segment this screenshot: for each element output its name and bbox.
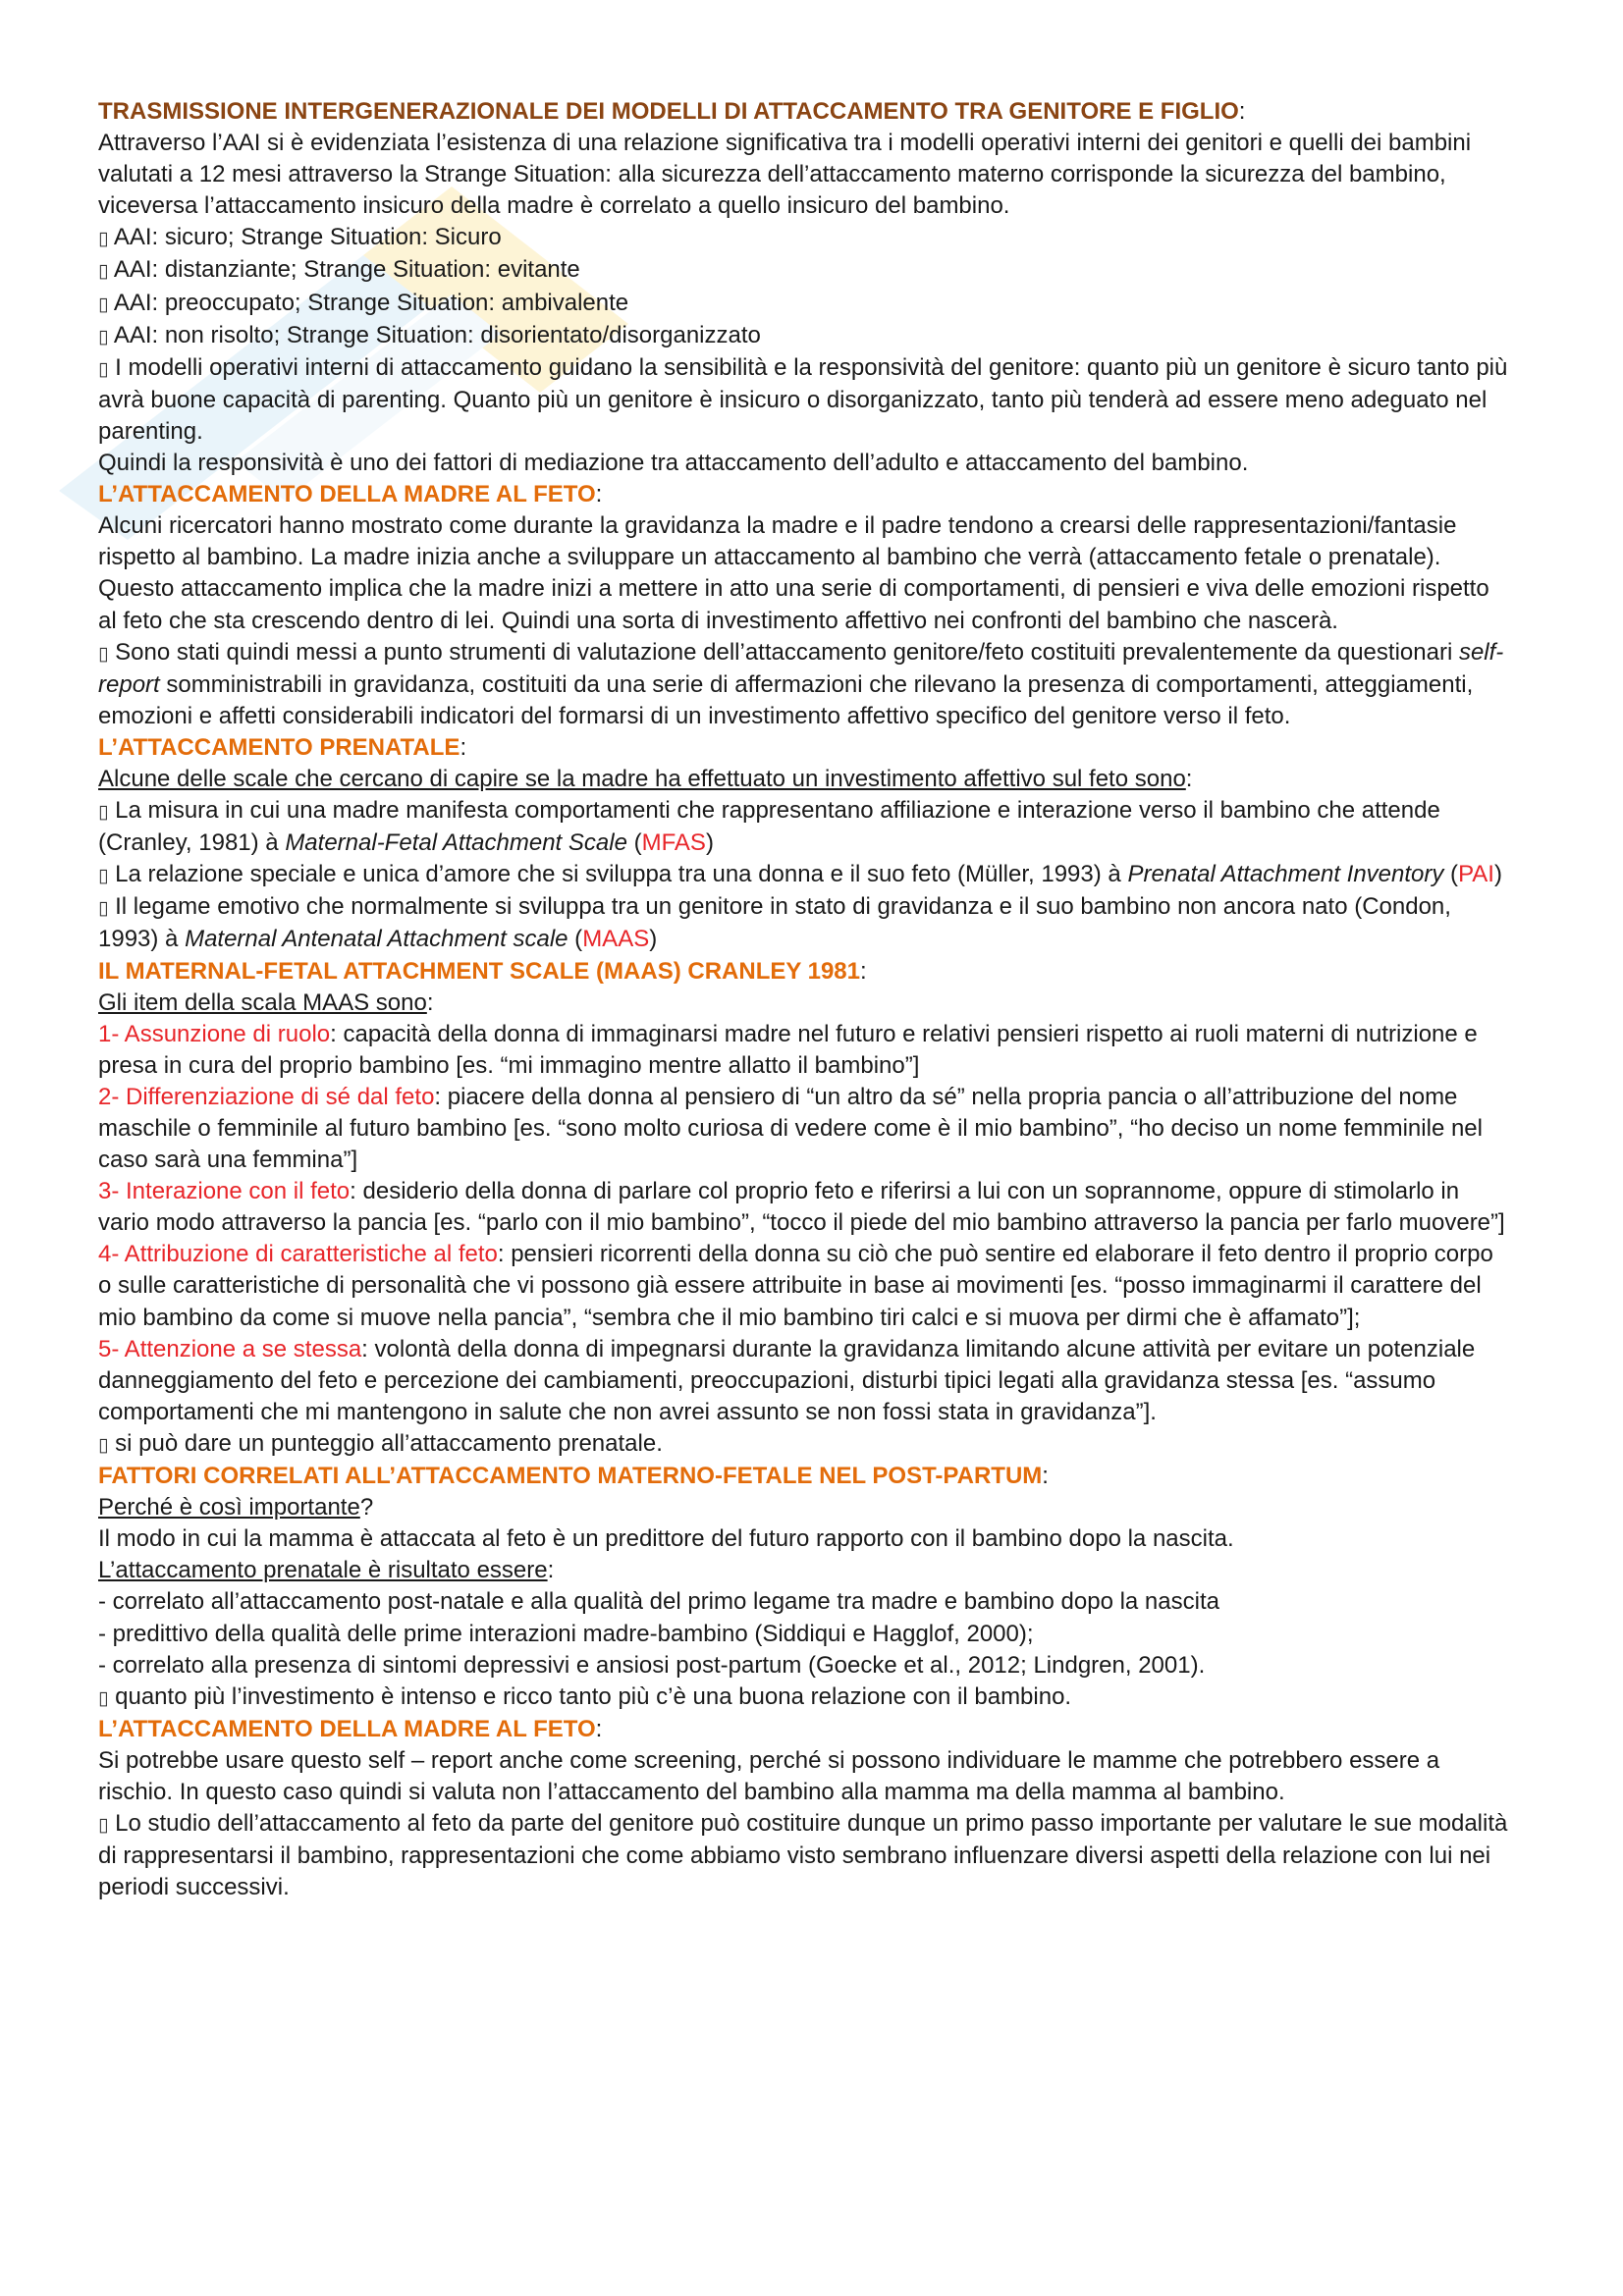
section-heading: L’ATTACCAMENTO PRENATALE: — [98, 733, 467, 761]
list-item: - correlato alla presenza di sintomi depressivi e ansiosi post-partum (Goecke et al., 2012; Lindgren, 2001). — [98, 1651, 1206, 1679]
section-heading: IL MATERNAL-FETAL ATTACHMENT SCALE (MAAS) CRANLEY 1981: — [98, 957, 867, 985]
list-item: 4- Attribuzione di caratteristiche al feto: pensieri ricorrenti della donna su ciò che può sentire ed elaborare il feto dentro il proprio corpo o sulle caratteristiche di personalità che vi possono già essere attribuite in base ai movimenti [es. “posso immaginarmi il carattere del mio bambino da come si muove nella pancia”, “sembra che il mio bambino tiri calci e si muova per dirmi che è affamato”]; — [98, 1241, 1493, 1331]
paragraph: Si potrebbe usare questo self – report anche come screening, perché si possono individuare le mamme che potrebbero essere a rischio. In questo caso quindi si valuta non l’attaccamento del bambino alla mamma ma della mamma al bambino. — [98, 1746, 1440, 1805]
list-item: ▯ AAI: non risolto; Strange Situation: disorientato/disorganizzato — [98, 321, 761, 348]
paragraph: Alcuni ricercatori hanno mostrato come durante la gravidanza la madre e il padre tendono a crearsi delle rappresentazioni/fantasie rispetto al bambino. La madre inizia anche a sviluppare un attaccamento al bambino che verrà (attaccamento fetale o prenatale). — [98, 512, 1457, 571]
bullet-icon: ▯ — [98, 357, 109, 380]
paragraph: Questo attaccamento implica che la madre inizi a mettere in atto una serie di comportamenti, di pensieri e viva delle emozioni rispetto al feto che sta crescendo dentro di lei. Quindi una sorta di investimento affettivo nei confronti del bambino che nascerà. — [98, 575, 1489, 634]
list-item: 3- Interazione con il feto: desiderio della donna di parlare col proprio feto e riferirsi a lui con un soprannome, oppure di stimolarlo in vario modo attraverso la pancia [es. “parlo con il mio bambino”, “tocco il piede del mio bambino attraverso la pancia per farlo muovere”] — [98, 1178, 1505, 1237]
list-item: ▯ La misura in cui una madre manifesta comportamenti che rappresentano affiliazione e interazione verso il bambino che attende (Cranley, 1981) à Maternal-Fetal Attachment Scale (MFAS) — [98, 797, 1440, 857]
list-item: 1- Assunzione di ruolo: capacità della donna di immaginarsi madre nel futuro e relativi pensieri rispetto ai ruoli materni di nutrizione e presa in cura del proprio bambino [es. “mi immagino mentre allatto il bambino”] — [98, 1020, 1478, 1079]
list-item: ▯ AAI: distanziante; Strange Situation: evitante — [98, 256, 580, 284]
section-heading: FATTORI CORRELATI ALL’ATTACCAMENTO MATERNO-FETALE NEL POST-PARTUM: — [98, 1463, 1049, 1490]
paragraph: Attraverso l’AAI si è evidenziata l’esistenza di una relazione significativa tra i modelli operativi interni dei genitori e quelli dei bambini valutati a 12 mesi attraverso la Strange Situation: alla sicurezza dell’attaccamento materno corrisponde la sicurezza del bambino, viceversa l’attaccamento insicuro della madre è correlato a quello insicuro del bambino. — [98, 130, 1472, 220]
paragraph: Il modo in cui la mamma è attaccata al feto è un predittore del futuro rapporto con il bambino dopo la nascita. — [98, 1525, 1234, 1553]
list-item: 2- Differenziazione di sé dal feto: piacere della donna al pensiero di “un altro da sé” nella propria pancia o all’attribuzione del nome maschile o femminile al futuro bambino [es. “sono molto curiosa di vedere come è il mio bambino”, “ho deciso un nome femminile nel caso sarà una femmina”] — [98, 1083, 1483, 1174]
list-item: ▯ La relazione speciale e unica d’amore che si sviluppa tra una donna e il suo feto (Müller, 1993) à Prenatal Attachment Inventory (PAI) — [98, 861, 1502, 888]
list-item: ▯ Il legame emotivo che normalmente si sviluppa tra un genitore in stato di gravidanza e il suo bambino non ancora nato (Condon, 1993) à Maternal Antenatal Attachment scale (MAAS) — [98, 893, 1451, 953]
paragraph: ▯ Sono stati quindi messi a punto strumenti di valutazione dell’attaccamento genitore/feto costituiti prevalentemente da questionari self-report somministrabili in gravidanza, costituiti da una serie di affermazioni che rilevano la presenza di comportamenti, atteggiamenti, emozioni e affetti considerabili indicatori del formarsi di un investimento affettivo specifico del genitore verso il feto. — [98, 638, 1504, 729]
list-item: 5- Attenzione a se stessa: volontà della donna di impegnarsi durante la gravidanza limitando alcune attività per evitare un potenziale danneggiamento del feto e percezione dei cambiamenti, preoccupazioni, disturbi tipici legati alla gravidanza stessa [es. “assumo comportamenti che mi mantengono in salute che non avrei assunto se non fossi stata in gravidanza”]. — [98, 1335, 1476, 1425]
subheading: Perché è così importante? — [98, 1494, 374, 1522]
paragraph: Quindi la responsività è uno dei fattori di mediazione tra attaccamento dell’adulto e attaccamento del bambino. — [98, 450, 1249, 477]
bullet-icon: ▯ — [98, 228, 109, 250]
list-item: - predittivo della qualità delle prime interazioni madre-bambino (Siddiqui e Hagglof, 2000); — [98, 1620, 1034, 1647]
bullet-icon: ▯ — [98, 260, 109, 283]
subheading: Alcune delle scale che cercano di capire se la madre ha effettuato un investimento affettivo sul feto sono: — [98, 765, 1193, 792]
list-item: ▯ AAI: sicuro; Strange Situation: Sicuro — [98, 224, 502, 251]
section-heading: TRASMISSIONE INTERGENERAZIONALE DEI MODELLI DI ATTACCAMENTO TRA GENITORE E FIGLIO: — [98, 98, 1246, 125]
subheading: L’attaccamento prenatale è risultato essere: — [98, 1557, 555, 1584]
list-item: - correlato all’attaccamento post-natale e alla qualità del primo legame tra madre e bambino dopo la nascita — [98, 1588, 1219, 1616]
bullet-icon: ▯ — [98, 1686, 109, 1709]
list-item: ▯ I modelli operativi interni di attaccamento guidano la sensibilità e la responsività del genitore: quanto più un genitore è sicuro tanto più avrà buone capacità di parenting. Quanto più un genitore è insicuro o disorganizzato, tanto più tenderà ad essere meno adeguato nel parenting. — [98, 353, 1508, 445]
bullet-icon: ▯ — [98, 325, 109, 347]
bullet-icon: ▯ — [98, 897, 109, 920]
bullet-icon: ▯ — [98, 865, 109, 887]
document-page — [98, 96, 1512, 1903]
bullet-icon: ▯ — [98, 642, 109, 665]
bullet-icon: ▯ — [98, 1433, 109, 1456]
paragraph: ▯ Lo studio dell’attaccamento al feto da parte del genitore può costituire dunque un primo passo importante per valutare le sue modalità di rappresentarsi il bambino, rappresentazioni che come abbiamo visto sembrano influenzare diversi aspetti della relazione con lui nei periodi successivi. — [98, 1810, 1508, 1901]
bullet-icon: ▯ — [98, 293, 109, 315]
subheading: Gli item della scala MAAS sono: — [98, 988, 434, 1016]
bullet-icon: ▯ — [98, 801, 109, 824]
section-heading: L’ATTACCAMENTO DELLA MADRE AL FETO: — [98, 1715, 603, 1742]
section-heading: L’ATTACCAMENTO DELLA MADRE AL FETO: — [98, 481, 603, 508]
paragraph: ▯ si può dare un punteggio all’attaccamento prenatale. — [98, 1429, 663, 1457]
paragraph: ▯ quanto più l’investimento è intenso e ricco tanto più c’è una buona relazione con il bambino. — [98, 1682, 1072, 1710]
list-item: ▯ AAI: preoccupato; Strange Situation: ambivalente — [98, 289, 629, 316]
bullet-icon: ▯ — [98, 1814, 109, 1837]
